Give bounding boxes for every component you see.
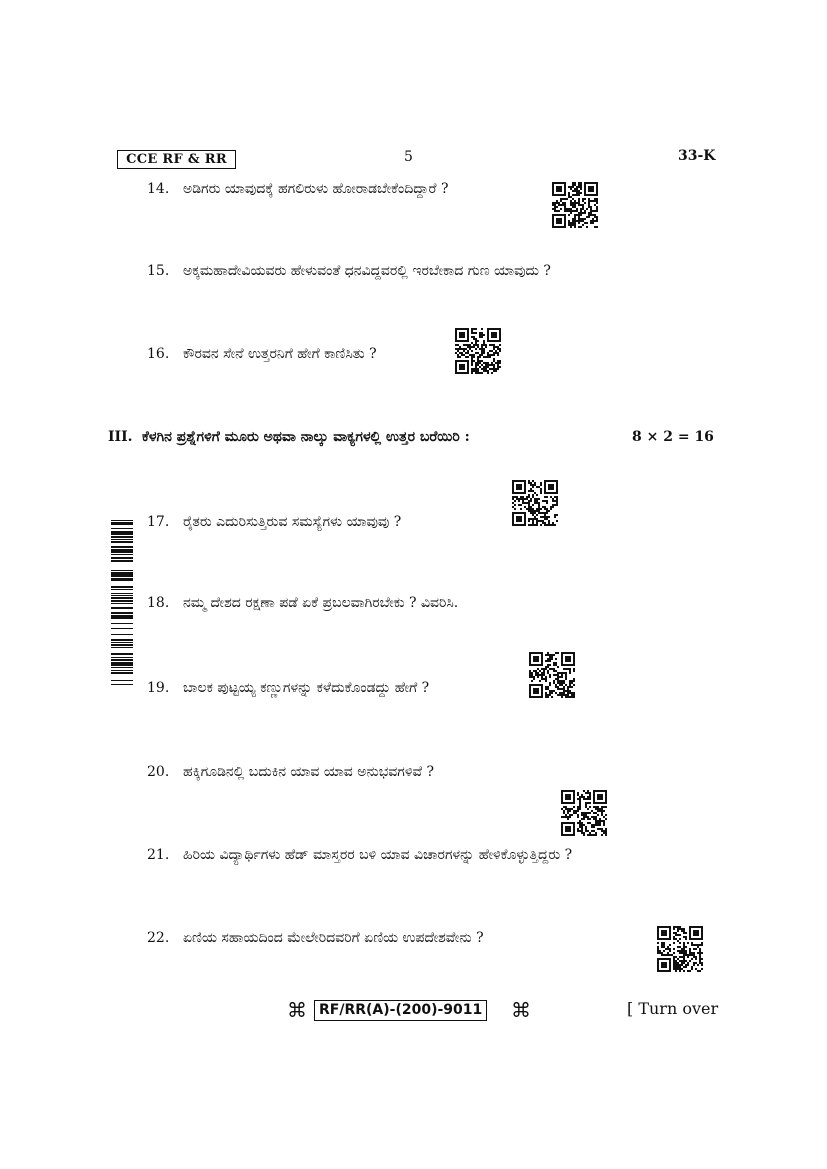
turn-over: [ Turn over <box>627 999 719 1018</box>
question-text: ಬಾಲಕ ಪುಟ್ಟಯ್ಯ ಕಣ್ಣುಗಳನ್ನು ಕಳೆದುಕೊಂಡದ್ದು ಹೇಗೆ ? <box>183 680 430 696</box>
question-number: 18. <box>147 595 170 611</box>
question-text: ಅಕ್ಕಮಹಾದೇವಿಯವರು ಹೇಳುವಂತೆ ಧನವಿದ್ದವರಲ್ಲಿ ಇರಬೇಕಾದ ಗುಣ ಯಾವುದು ? <box>183 263 551 279</box>
question-number: 16. <box>147 346 170 362</box>
qr-code-icon <box>512 480 558 526</box>
qr-code-icon <box>561 790 607 836</box>
footer-right-glyph: ⌘ <box>511 998 531 1022</box>
question-number: 15. <box>147 263 170 279</box>
question-20 <box>147 764 434 780</box>
footer-code: RF/RR(A)-(200)-9011 <box>314 1000 487 1021</box>
qr-code-icon <box>657 926 703 972</box>
section-instruction: ಕೆಳಗಿನ ಪ್ರಶ್ನೆಗಳಿಗೆ ಮೂರು ಅಥವಾ ನಾಲ್ಕು ವಾಕ್ಯಗಳಲ್ಲಿ ಉತ್ತರ ಬರೆಯಿರಿ : <box>142 429 470 445</box>
question-16 <box>147 346 377 362</box>
barcode-icon <box>111 518 133 690</box>
question-text: ಏಣಿಯ ಸಹಾಯದಿಂದ ಮೇಲೇರಿದವರಿಗೆ ಏಣಿಯ ಉಪದೇಶವೇನು ? <box>183 930 484 946</box>
question-18 <box>147 595 458 611</box>
section-heading <box>108 429 470 445</box>
exam-tag: CCE RF & RR <box>117 150 236 169</box>
question-text: ಹಿರಿಯ ವಿದ್ಯಾರ್ಥಿಗಳು ಹೆಡ್ ಮಾಸ್ತರರ ಬಳಿ ಯಾವ ವಿಚಾರಗಳನ್ನು ಹೇಳಿಕೊಳ್ಳುತ್ತಿದ್ದರು ? <box>183 847 573 863</box>
question-15 <box>147 263 551 279</box>
question-number: 19. <box>147 680 170 696</box>
question-number: 22. <box>147 930 170 946</box>
question-22 <box>147 930 484 946</box>
question-21 <box>147 847 572 863</box>
question-14 <box>147 181 448 197</box>
section-marks: 8 × 2 = 16 <box>632 429 714 445</box>
question-text: ಕೌರವನ ಸೇನೆ ಉತ್ತರನಿಗೆ ಹೇಗೆ ಕಾಣಿಸಿತು ? <box>183 346 377 362</box>
question-number: 20. <box>147 764 170 780</box>
qr-code-icon <box>552 182 598 228</box>
question-text: ಹಕ್ಕಿಗೂಡಿನಲ್ಲಿ ಬದುಕಿನ ಯಾವ ಯಾವ ಅನುಭವಗಳಿವೆ ? <box>183 764 434 780</box>
question-number: 21. <box>147 847 170 863</box>
paper-code: 33-K <box>678 148 716 164</box>
question-text: ರೈತರು ಎದುರಿಸುತ್ತಿರುವ ಸಮಸ್ಯೆಗಳು ಯಾವುವು ? <box>183 514 402 530</box>
question-number: 14. <box>147 181 170 197</box>
question-text: ನಮ್ಮ ದೇಶದ ರಕ್ಷಣಾ ಪಡೆ ಏಕೆ ಪ್ರಬಲವಾಗಿರಬೇಕು ? ವಿವರಿಸಿ. <box>183 595 459 611</box>
section-number: III. <box>108 429 133 445</box>
question-17 <box>147 514 401 530</box>
qr-code-icon <box>455 328 501 374</box>
question-number: 17. <box>147 514 170 530</box>
page-number: 5 <box>404 149 413 165</box>
question-19 <box>147 680 429 696</box>
footer-left-glyph: ⌘ <box>287 998 307 1022</box>
qr-code-icon <box>529 652 575 698</box>
question-text: ಅಡಿಗರು ಯಾವುದಕ್ಕೆ ಹಗಲಿರುಳು ಹೋರಾಡಬೇಕೆಂದಿದ್ದಾರೆ ? <box>183 181 449 197</box>
